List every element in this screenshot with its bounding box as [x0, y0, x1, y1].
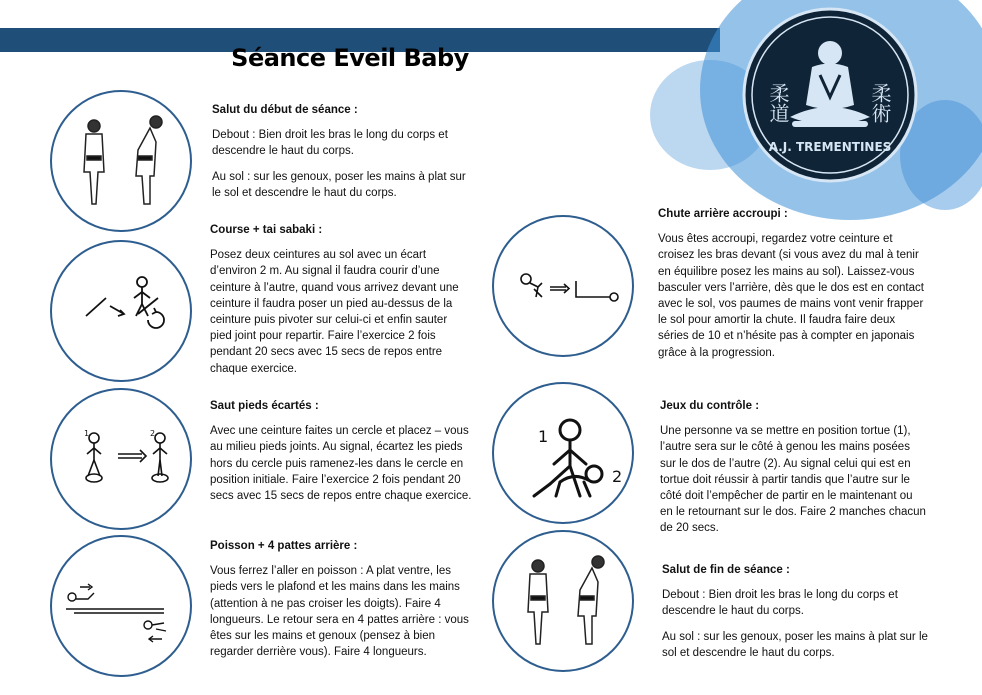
- section-jeux-controle: [660, 398, 926, 546]
- figure-salut-debut: [50, 90, 192, 232]
- section-text: Vous êtes accroupi, regardez votre ceinture et croisez les bras devant (si vous avez du mal à tenir en équilibre posez les mains au sol). Laissez-vous basculer vers l’arrière, dès que le dos est en contact avec le sol, vos paumes de mains vont venir frapper le sol pour amortir la chute. Il faudra faire deux séries de 10 et n’hésite pas à compter en japonais grâce à la progression.: [658, 233, 924, 359]
- section-course-tai-sabaki: [210, 222, 472, 386]
- figure-course-tai-sabaki: [50, 240, 192, 382]
- section-poisson: [210, 538, 472, 669]
- section-heading: Chute arrière accroupi :: [658, 208, 788, 220]
- section-salut-debut: [212, 102, 474, 210]
- figure-label: 1: [84, 429, 90, 438]
- logo-text: A.J. TREMENTINES: [768, 140, 892, 154]
- section-heading: Salut de fin de séance :: [662, 564, 790, 576]
- logo-kanji-right: 柔術: [868, 83, 892, 123]
- figure-jeux-controle: [492, 382, 634, 524]
- figure-poisson-4-pattes: [50, 535, 192, 677]
- section-heading: Jeux du contrôle :: [660, 400, 760, 412]
- logo-kanji-left: 柔道: [766, 83, 790, 123]
- section-text: Debout : Bien droit les bras le long du corps et descendre le haut du corps.: [662, 589, 898, 618]
- section-heading: Saut pieds écartés :: [210, 400, 319, 412]
- section-text: Avec une ceinture faites un cercle et placez – vous au milieu pieds joints. Au signal, écartez les pieds hors du cercle puis ramenez-les dans le cercle en position initiale. Faire l’exercice 2 fois pendant 20 secs avec 15 secs de repos entre chaque exercice.: [210, 425, 472, 503]
- figure-label: 2: [612, 467, 623, 486]
- section-heading: Poisson + 4 pattes arrière :: [210, 540, 358, 552]
- section-text: Une personne va se mettre en position tortue (1), l’autre sera sur le côté à genou les mains posées sur le dos de l’autre (2). Au signal celui qui est en tortue doit réussir à partir tandis que l’autre sur le côté doit l’empêcher de partir en le maintenant ou en le retournant sur le dos. Faire 2 manches chacun de 20 secs.: [660, 425, 926, 535]
- figure-chute-arriere: [492, 215, 634, 357]
- section-text: Vous ferrez l’aller en poisson : A plat ventre, les pieds vers le plafond et les mains dans les mains (attention à ne pas croiser les doigts). Faire 4 longueurs. Le retour sera en 4 pattes arrière : vous êtes sur les mains et genoux (pensez à bien regarder derrière vous). Faire 4 longueurs.: [210, 565, 469, 659]
- section-salut-fin: [662, 562, 928, 670]
- section-heading: Course + tai sabaki :: [210, 224, 323, 236]
- section-text: Au sol : sur les genoux, poser les mains à plat sur le sol et descendre le haut du corps.: [212, 170, 466, 199]
- figure-saut-pieds-ecartes: [50, 388, 192, 530]
- section-chute-arriere: [658, 206, 924, 370]
- section-text: Posez deux ceintures au sol avec un écart d’environ 2 m. Au signal il faudra courir d’une ceinture à l’autre, quand vous arrivez devant une ceinture il faudra poser un pied au-dessus de la ceinture puis pivoter sur celui-ci et enfin sauter pied joint pour repartir. Faire l’exercice 2 fois pendant 20 secs avec 15 secs de repos entre chaque exercice.: [210, 249, 459, 375]
- club-logo: [740, 5, 920, 185]
- section-text: Au sol : sur les genoux, poser les mains à plat sur le sol et descendre le haut du corps.: [662, 630, 928, 659]
- section-heading: Salut du début de séance :: [212, 104, 358, 116]
- page-title: Séance Eveil Baby: [231, 44, 469, 72]
- figure-label: 2: [150, 429, 156, 438]
- figure-salut-fin: [492, 530, 634, 672]
- section-saut-pieds-ecartes: [210, 398, 472, 513]
- figure-label: 1: [538, 427, 549, 446]
- section-text: Debout : Bien droit les bras le long du corps et descendre le haut du corps.: [212, 129, 448, 158]
